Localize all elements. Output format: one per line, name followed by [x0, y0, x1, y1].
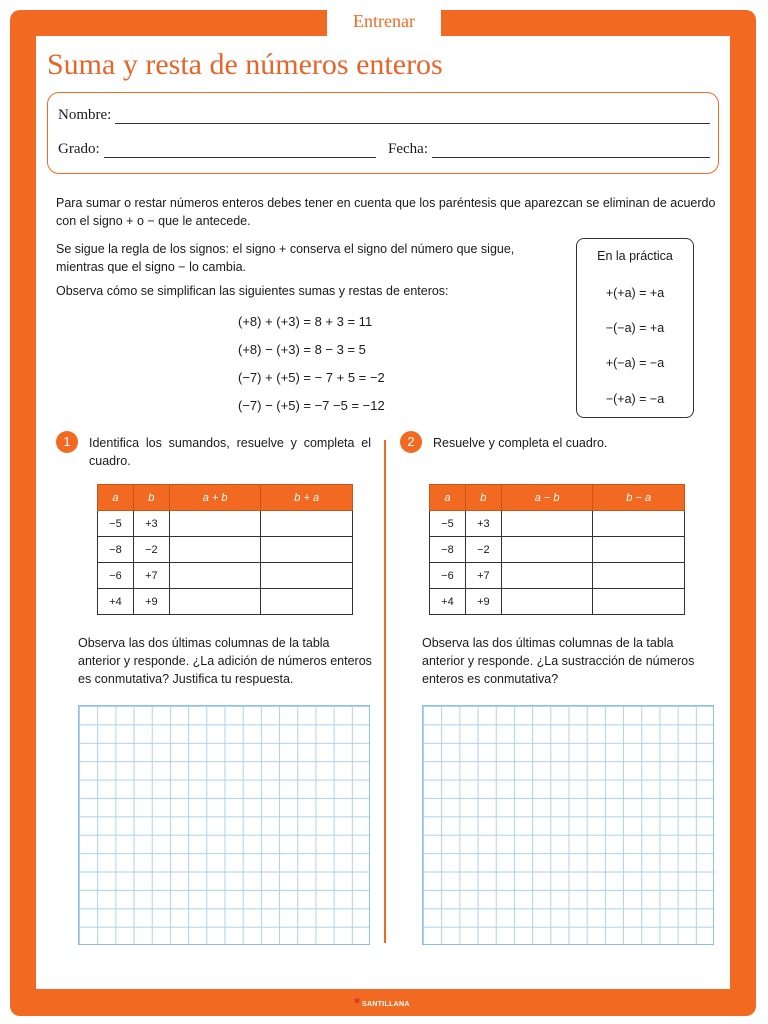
practice-title: En la práctica — [597, 249, 673, 263]
answer-cell[interactable] — [593, 563, 685, 589]
answer-cell[interactable] — [501, 537, 593, 563]
column-divider — [384, 440, 386, 943]
exercise-2-instruction: Resuelve y completa el cuadro. — [433, 436, 608, 450]
table-row — [98, 589, 353, 615]
answer-cell[interactable] — [261, 589, 353, 615]
practice-box — [576, 238, 694, 418]
intro-paragraph: Para sumar o restar números enteros debes tener en cuenta que los paréntesis que aparezcan se eliminan de acuerdo con el signo + o − que le antecede. — [56, 196, 716, 228]
answer-cell[interactable] — [169, 511, 261, 537]
exercise-1-instruction: Identifica los sumandos, resuelve y completa el cuadro. — [89, 436, 371, 468]
cell-a: −5 — [98, 511, 134, 537]
header-a-minus-b: a − b — [501, 485, 593, 511]
header-a-plus-b: a + b — [169, 485, 261, 511]
table-row — [430, 589, 685, 615]
cell-a: +4 — [430, 589, 466, 615]
practice-rule-3: +(−a) = −a — [605, 356, 665, 370]
exercise-2-badge: 2 — [400, 431, 422, 453]
cell-b: +9 — [465, 589, 501, 615]
table-row — [430, 563, 685, 589]
cell-a: −8 — [430, 537, 466, 563]
logo-icon: ✶ — [352, 994, 363, 1008]
cell-b: +7 — [465, 563, 501, 589]
header-b: b — [465, 485, 501, 511]
cell-b: −2 — [133, 537, 169, 563]
table-header-row — [98, 485, 353, 511]
publisher-logo — [352, 994, 418, 1012]
table-row — [98, 537, 353, 563]
cell-b: +9 — [133, 589, 169, 615]
exercise-1-question: Observa las dos últimas columnas de la tabla anterior y responde. ¿La adición de números enteros es conmutativa? Justifica tu respuesta. — [78, 636, 372, 686]
equation-3: (−7) + (+5) = − 7 + 5 = −2 — [238, 370, 385, 385]
cell-b: +3 — [465, 511, 501, 537]
header-a: a — [98, 485, 134, 511]
table-header-row — [430, 485, 685, 511]
date-line[interactable] — [432, 143, 710, 158]
answer-cell[interactable] — [593, 511, 685, 537]
date-label: Fecha: — [388, 141, 428, 157]
cell-b: −2 — [465, 537, 501, 563]
grade-line[interactable] — [104, 143, 376, 158]
exercise-1-table — [97, 484, 353, 615]
grade-label: Grado: — [58, 141, 100, 157]
cell-b: +7 — [133, 563, 169, 589]
practice-rule-1: +(+a) = +a — [605, 286, 665, 300]
answer-cell[interactable] — [261, 511, 353, 537]
sign-rule-paragraph: Se sigue la regla de los signos: el signo + conserva el signo del número que sigue, mientras que el signo − lo cambia. — [56, 242, 515, 274]
header-a: a — [430, 485, 466, 511]
answer-cell[interactable] — [501, 563, 593, 589]
header-b-minus-a: b − a — [593, 485, 685, 511]
practice-rule-2: −(−a) = +a — [605, 321, 665, 335]
page-title: Suma y resta de números enteros — [47, 48, 443, 81]
header-b-plus-a: b + a — [261, 485, 353, 511]
exercise-1-badge: 1 — [56, 431, 78, 453]
grade-field[interactable] — [58, 141, 376, 158]
exercise-2-question: Observa las dos últimas columnas de la tabla anterior y responde. ¿La sustracción de números enteros es conmutativa? — [422, 636, 695, 686]
name-label: Nombre: — [58, 107, 112, 123]
answer-cell[interactable] — [593, 589, 685, 615]
answer-cell[interactable] — [169, 589, 261, 615]
table-row — [430, 537, 685, 563]
observe-paragraph: Observa cómo se simplifican las siguientes sumas y restas de enteros: — [56, 284, 449, 298]
answer-cell[interactable] — [169, 537, 261, 563]
answer-cell[interactable] — [261, 537, 353, 563]
cell-a: +4 — [98, 589, 134, 615]
logo-text: SANTILLANA — [362, 1001, 410, 1008]
equation-1: (+8) + (+3) = 8 + 3 = 11 — [238, 314, 373, 329]
student-info-box — [47, 92, 719, 174]
cell-a: −6 — [98, 563, 134, 589]
answer-cell[interactable] — [593, 537, 685, 563]
practice-rule-4: −(+a) = −a — [605, 392, 665, 406]
answer-cell[interactable] — [501, 589, 593, 615]
exercise-1-answer-grid[interactable] — [78, 705, 370, 945]
table-row — [98, 511, 353, 537]
answer-cell[interactable] — [169, 563, 261, 589]
cell-a: −6 — [430, 563, 466, 589]
equation-4: (−7) − (+5) = −7 −5 = −12 — [238, 398, 385, 413]
section-tab: Entrenar — [327, 4, 441, 38]
answer-cell[interactable] — [261, 563, 353, 589]
exercise-2-answer-grid[interactable] — [422, 705, 714, 945]
exercise-2-table — [429, 484, 685, 615]
date-field[interactable] — [388, 141, 710, 158]
equation-2: (+8) − (+3) = 8 − 3 = 5 — [238, 342, 366, 357]
answer-cell[interactable] — [501, 511, 593, 537]
name-line[interactable] — [115, 109, 710, 124]
cell-a: −5 — [430, 511, 466, 537]
table-row — [430, 511, 685, 537]
table-row — [98, 563, 353, 589]
header-b: b — [133, 485, 169, 511]
name-field[interactable] — [58, 107, 710, 124]
cell-b: +3 — [133, 511, 169, 537]
cell-a: −8 — [98, 537, 134, 563]
